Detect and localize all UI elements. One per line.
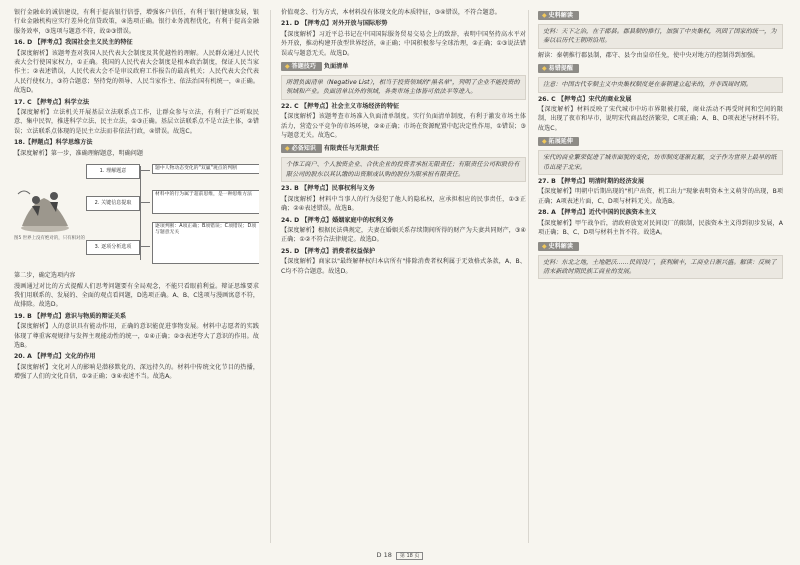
- tip-box-1: [281, 59, 526, 100]
- note-box-2: [538, 61, 783, 92]
- q21-answer: 21. D: [281, 20, 300, 28]
- page-number: D 18: [376, 551, 392, 559]
- note-content-2: 注意：中国古代专制主义中央集权制度是在秦朝建立起来的，并非西周时期。: [538, 77, 783, 92]
- q17-tag: 【押考点】: [33, 98, 65, 106]
- section-band-1: ◆ 答题技巧: [281, 62, 322, 71]
- note-explanation-1: 解读：秦朝推行郡县制，郡守、县令由皇帝任免，使中央对地方的控制得到加强。: [538, 51, 760, 59]
- q24-answer: 24. D: [281, 216, 300, 224]
- q16-body: 【深度解析】该题考查对我国人民代表大会制度及其优越性的理解。人民群众通过人民代表大会行使国家权力，①正确。我国的人民代表大会制度是根本政治制度，保证人民当家作主；②表述错误，人民代表大会不是审议政府工作报告的最高机关；人民代表大会代表人民行使权力，③符合题意；坚持党的领导、人民当家作主、依法治国有机统一，④正确。故选D。: [14, 49, 259, 95]
- q20-tag: 【押考点】: [34, 353, 65, 361]
- q24-header: [281, 216, 526, 225]
- q25-header: [281, 247, 526, 256]
- q22-tag: 【押考点】: [300, 102, 332, 110]
- note-content-3: 宋代的商业繁荣促进了城市面貌的变化，坊市制度逐渐瓦解，交子作为世界上最早的纸币出现于北宋。: [538, 150, 783, 175]
- intro-text: 银行金融业的诚信建设，有利于提高银行信誉，增强客户信任，有利于银行健康发展，银行业金融机构应实行差异化信贷政策，④选项正确。银行业务流程优化，有利于提高金融服务效率，③选项与题意不符，故②③错误。: [14, 9, 259, 35]
- q26-answer: 26. C: [538, 95, 556, 103]
- note-box-1: [538, 8, 783, 60]
- q24-body: 【深度解析】根据民法典规定，夫妻在婚姻关系存续期间所得的财产为夫妻共同财产，③④正确；①②不符合法律规定。故选D。: [281, 226, 526, 244]
- tip-title-2: 有限责任与无限责任: [323, 145, 380, 153]
- q24-tag: 【押考点】: [301, 216, 333, 224]
- q20-topic: 文化的作用: [64, 353, 96, 361]
- note-content-1: 史料：天下之治，在于郡县。郡县制的推行，加强了中央集权，巩固了国家的统一，为秦以后历代王朝所沿用。: [538, 24, 783, 49]
- connector-b: [140, 202, 150, 203]
- q18-body: 漫画通过对比的方式提醒人们思考问题要有全局观念，不能只看眼前利益。辩证思维要求我们用联系的、发展的、全面的观点看问题，D选项正确。A、B、C选项与漫画寓意不符，故排除。故选D。: [14, 282, 259, 309]
- q23-header: [281, 184, 526, 193]
- tip-content-1: 所谓负面清单（Negative List），相当于投资领域的"黑名单"，列明了企业不能投资的领域和产业。负面清单以外的领域，各类市场主体皆可依法平等进入。: [281, 75, 526, 100]
- q27-tag: 【押考点】: [557, 178, 589, 186]
- q17-topic: 科学立法: [64, 98, 90, 106]
- connector-c: [140, 246, 150, 247]
- q22-header: [281, 102, 526, 111]
- q21-header: [281, 19, 526, 28]
- q17-answer: 17. C: [14, 98, 32, 106]
- q28-header: [538, 208, 783, 217]
- connector-a: [140, 170, 150, 171]
- q25-topic: 消费者权益保护: [332, 247, 376, 255]
- q25-answer: 25. D: [281, 247, 300, 255]
- q25-body: 【深度解析】商家以"最终解释权归本店所有"排除消费者权利属于无效格式条款，A、B、C均不符合题意。故选D。: [281, 258, 526, 275]
- q20-continued: 价值观念、行为方式，本材料没有体现文化的本质特征，③④错误，不符合题意。: [281, 9, 501, 16]
- section-band-3: ◆ 史料解读: [538, 11, 579, 20]
- q18-step2: 第二步，确定选项内容: [14, 272, 76, 280]
- q28-topic: 近代中国的民族资本主义: [588, 209, 657, 217]
- q18-answer: 18.【押题点】: [14, 139, 56, 147]
- page-footer: [0, 551, 800, 559]
- step-box-2: 2. 关键信息提取: [86, 196, 140, 211]
- q21-topic: 对外开放与国际形势: [332, 20, 388, 28]
- column-right: [538, 8, 783, 547]
- section-band-4: ◆ 易错提醒: [538, 64, 579, 73]
- q16-header: [14, 38, 259, 47]
- q20-answer: 20. A: [14, 353, 32, 361]
- tip-box-2: [281, 141, 526, 182]
- column-divider-2: [528, 10, 529, 543]
- q23-answer: 23. B: [281, 185, 299, 193]
- step-box-3: 3. 逐项分析选项: [86, 240, 140, 255]
- q26-body: 【深度解析】材料反映了宋代城市中坊市界限被打破，商业活动不再受时间和空间的限制，出现了夜市和早市，说明宋代商品经济繁荣，C项正确；A、B、D项表述与材料不符。故选C。: [538, 106, 783, 132]
- q16-answer: 16. D: [14, 39, 33, 47]
- note-box-4: [538, 239, 783, 280]
- q19-topic: 意识与物质的辩证关系: [64, 312, 127, 320]
- q28-answer: 28. A: [538, 209, 556, 217]
- q19-header: [14, 312, 259, 321]
- tip-content-2: 个体工商户、个人独资企业、合伙企业的投资者承担无限责任；有限责任公司和股份有限公司的股东以其认缴的出资额或认购的股份为限承担有限责任。: [281, 157, 526, 182]
- page-sub: 第 18 页: [396, 552, 424, 560]
- q16-tag: 【押考点】: [34, 39, 66, 47]
- section-band-6: ◆ 史料解读: [538, 242, 579, 251]
- column-middle: [281, 8, 526, 547]
- q20-body: 【深度解析】文化对人的影响是潜移默化的、深远持久的。材料中传统文化节目的热播，增强了人们的文化自信，①②正确；③④表述不当。故选A。: [14, 363, 259, 381]
- q19-answer: 19. B: [14, 312, 32, 320]
- section-band-5: ◆ 拓展延伸: [538, 137, 579, 146]
- q27-header: [538, 177, 783, 186]
- q23-body: 【深度解析】材料中当事人的行为侵犯了他人的隐私权，应承担相应的民事责任，①③正确；②④表述错误。故选B。: [281, 195, 526, 213]
- q26-header: [538, 95, 783, 104]
- column-divider-1: [270, 10, 271, 543]
- tip-title-1: 负面清单: [323, 63, 349, 71]
- q27-body: 【深度解析】明朝中后期出现的"机户出资，机工出力"现象表明资本主义萌芽的出现，B项正确；A项表述片面，C、D项与材料无关。故选B。: [538, 188, 783, 205]
- column-left: [14, 8, 259, 547]
- q19-body: 【深度解析】人的意识具有能动作用，正确的意识能促进事物发展。材料中志愿者的实践体现了尊重客观规律与发挥主观能动性的统一，①④正确；②③表述夸大了意识的作用。故选B。: [14, 323, 259, 349]
- section-band-2: ◆ 必备知识: [281, 144, 322, 153]
- q18-topic: 科学思维方法: [55, 139, 93, 147]
- answer-box-3: 逐项判断：A项正确；B项错误；C项错误；D项与题意无关: [152, 222, 259, 264]
- q18-header: [14, 138, 259, 147]
- q24-topic: 婚姻家庭中的权利义务: [332, 216, 394, 224]
- q23-tag: 【押考点】: [300, 185, 332, 193]
- q22-answer: 22. C: [281, 102, 299, 110]
- answer-box-1: 题中人物动态变化的"双赢"观点的判断: [152, 164, 259, 174]
- step-box-1: 1. 理解题意: [86, 164, 140, 179]
- q20-header: [14, 352, 259, 361]
- q21-tag: 【押考点】: [301, 20, 333, 28]
- q22-body: 【深度解析】该题考查市场准入负面清单制度。实行负面清单制度，有利于激发市场主体活力，营造公平竞争的市场环境，②④正确；市场在资源配置中起决定性作用，①错误；③与题意无关。故选C。: [281, 113, 526, 140]
- q17-body: 【深度解析】立法机关开展基层立法联系点工作，让群众参与立法，有利于广泛听取民意、集中民智，推进科学立法、民主立法，①③正确。基层立法联系点不是立法主体，②错误；立法联系点体现的是民主立法而非依法行政，④错误。故选C。: [14, 109, 259, 135]
- q27-answer: 27. B: [538, 178, 556, 186]
- cartoon-image: [14, 186, 76, 234]
- q22-topic: 社会主义市场经济的特征: [331, 102, 400, 110]
- q25-tag: 【押考点】: [301, 247, 333, 255]
- q17-header: [14, 98, 259, 107]
- q28-tag: 【押考点】: [558, 209, 589, 217]
- q26-topic: 宋代的商业发展: [588, 95, 632, 103]
- q18-step1: 【深度解析】第一步，准确理解题意，明确问题: [14, 149, 144, 157]
- q27-topic: 明清时期的经济发展: [588, 178, 644, 186]
- answer-box-2: 材料中的行为属于超前思维，是一种思维方法: [152, 190, 259, 214]
- figure-caption: 图5 世界上没有绝对的，只有相对的: [14, 236, 85, 242]
- note-box-3: [538, 134, 783, 175]
- q19-tag: 【押考点】: [33, 312, 65, 320]
- q21-body: 【深度解析】习近平总书记在中国国际服务贸易交易会上的致辞，表明中国坚持高水平对外开放，推动构建开放型世界经济，④正确；中国积极参与全球治理，②正确；①③说法错误或与题意无关。故选D。: [281, 30, 526, 57]
- note-content-4: 史料：东北之地，土地肥沃……民间设厂，获利颇丰，工商业日渐兴盛。解读：反映了清末新政时期民族工商业的发展。: [538, 255, 783, 280]
- q26-tag: 【押考点】: [557, 95, 589, 103]
- q23-topic: 民事权利与义务: [331, 185, 375, 193]
- analysis-diagram: [14, 160, 259, 268]
- q28-body: 【深度解析】甲午战争后，清政府放宽对民间设厂的限制，民族资本主义得到初步发展，A项正确；B、C、D项与材料主旨不符。故选A。: [538, 219, 783, 237]
- q16-topic: 我国社会主义民主的特征: [65, 39, 133, 47]
